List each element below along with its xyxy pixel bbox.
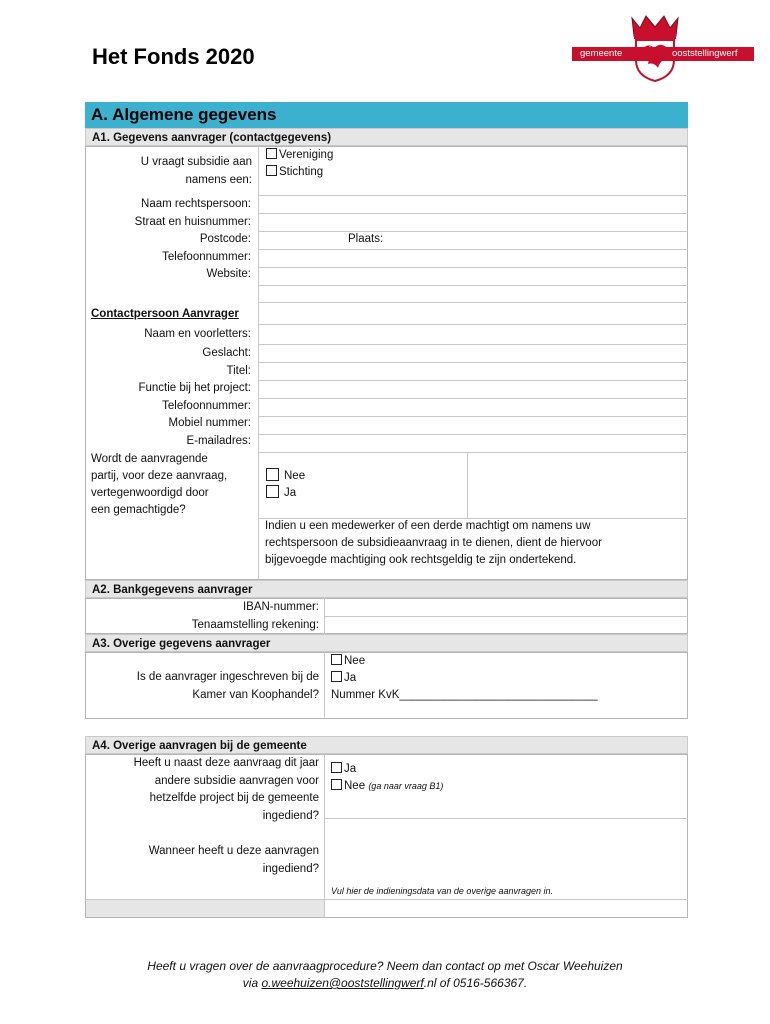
row-line bbox=[258, 344, 688, 345]
page-title: Het Fonds 2020 bbox=[92, 44, 255, 69]
gemachtigde-divider bbox=[467, 452, 468, 518]
nee-note: (ga naar vraag B1) bbox=[368, 781, 444, 791]
kvk-number-field[interactable]: Nummer KvK_______________________________ bbox=[331, 689, 598, 701]
row-line bbox=[324, 818, 688, 819]
contact-heading: Contactpersoon Aanvrager bbox=[91, 308, 239, 320]
checkbox-ja[interactable] bbox=[266, 485, 279, 498]
option-a4-nee[interactable]: Nee (ga naar vraag B1) bbox=[331, 778, 443, 795]
option-gemachtigde-nee[interactable]: Nee bbox=[266, 468, 305, 485]
option-kvk-nee[interactable]: Nee bbox=[331, 653, 365, 670]
row-line bbox=[258, 380, 688, 381]
contact-naam-label: Naam en voorletters: bbox=[144, 328, 251, 340]
row-line bbox=[258, 195, 688, 196]
a4-question2: Wanneer heeft u deze aanvragen ingediend? bbox=[148, 845, 319, 875]
a4-header: A4. Overige aanvragen bij de gemeente bbox=[85, 736, 688, 754]
row-line bbox=[258, 324, 688, 325]
row-line bbox=[258, 213, 688, 214]
logo-text-right: ooststellingwerf bbox=[672, 48, 738, 59]
option-gemachtigde-ja[interactable]: Ja bbox=[266, 485, 296, 502]
a4-divider bbox=[324, 754, 325, 918]
row-line bbox=[258, 362, 688, 363]
section-a-header: A. Algemene gegevens bbox=[85, 102, 688, 128]
a3-question: Is de aanvrager ingeschreven bij de Kamer van Koophandel? bbox=[136, 671, 319, 701]
footer-line1: Heeft u vragen over de aanvraagprocedure? Neem dan contact op met Oscar Weehuizen bbox=[147, 959, 623, 973]
email-link[interactable]: o.weehuizen@ooststellingwerf bbox=[261, 976, 424, 990]
option-a4-ja[interactable]: Ja bbox=[331, 761, 356, 778]
a2-labels: IBAN-nummer: Tenaamstelling rekening: bbox=[191, 601, 319, 631]
option-vereniging[interactable]: Vereniging bbox=[266, 147, 333, 164]
row-line bbox=[258, 267, 688, 268]
gemeente-logo bbox=[572, 14, 754, 84]
row-line bbox=[258, 416, 688, 417]
option-stichting[interactable]: Stichting bbox=[266, 164, 323, 181]
checkbox-vereniging[interactable] bbox=[266, 148, 277, 159]
date-hint: Vul hier de indieningsdata van de overige aanvragen in. bbox=[331, 886, 553, 896]
a1-header: A1. Gegevens aanvrager (contactgegevens) bbox=[85, 128, 688, 146]
a1-divider bbox=[258, 146, 259, 580]
row-line bbox=[258, 302, 688, 303]
checkbox-a4-nee[interactable] bbox=[331, 779, 342, 790]
a4-empty-cell bbox=[86, 900, 324, 917]
footer-line2: via o.weehuizen@ooststellingwerf.nl of 0516-566367. bbox=[242, 976, 528, 990]
row-line bbox=[258, 452, 688, 453]
checkbox-a4-ja[interactable] bbox=[331, 762, 342, 773]
row-line bbox=[258, 398, 688, 399]
a3-header: A3. Overige gegevens aanvrager bbox=[85, 634, 688, 652]
gemachtigde-question: Wordt de aanvragende partij, voor deze aanvraag, vertegenwoordigd door een gemachtigde? bbox=[91, 453, 228, 516]
gemachtigde-note: Indien u een medewerker of een derde machtigt om namens uw rechtspersoon de subsidieaanvraag in te dienen, dient de hiervoor bijgevoegde machtiging ook rechtsgeldig te zijn ondertekend. bbox=[265, 520, 602, 566]
checkbox-nee[interactable] bbox=[266, 468, 279, 481]
row-line bbox=[258, 231, 688, 232]
option-kvk-ja[interactable]: Ja bbox=[331, 670, 356, 687]
row-line bbox=[258, 249, 688, 250]
row-line bbox=[258, 434, 688, 435]
logo-text-left: gemeente bbox=[580, 48, 623, 59]
rechtspersoon-labels: Naam rechtspersoon: Straat en huisnummer: Postcode: Telefoonnummer: Website: bbox=[134, 198, 251, 280]
row-line bbox=[258, 285, 688, 286]
checkbox-kvk-nee[interactable] bbox=[331, 654, 342, 665]
checkbox-stichting[interactable] bbox=[266, 165, 277, 176]
footer bbox=[0, 958, 770, 992]
a4-question1: Heeft u naast deze aanvraag dit jaar andere subsidie aanvragen voor hetzelfde project bij de gemeente ingediend? bbox=[133, 757, 319, 822]
plaats-label: Plaats: bbox=[348, 233, 384, 245]
contact-labels: Geslacht: Titel: Functie bij het project: Telefoonnummer: Mobiel nummer: E-mailadres: bbox=[138, 347, 251, 447]
a3-divider bbox=[324, 652, 325, 719]
a2-header: A2. Bankgegevens aanvrager bbox=[85, 580, 688, 598]
checkbox-kvk-ja[interactable] bbox=[331, 671, 342, 682]
namens-label: U vraagt subsidie aan namens een: bbox=[140, 156, 252, 186]
row-line bbox=[324, 616, 688, 617]
